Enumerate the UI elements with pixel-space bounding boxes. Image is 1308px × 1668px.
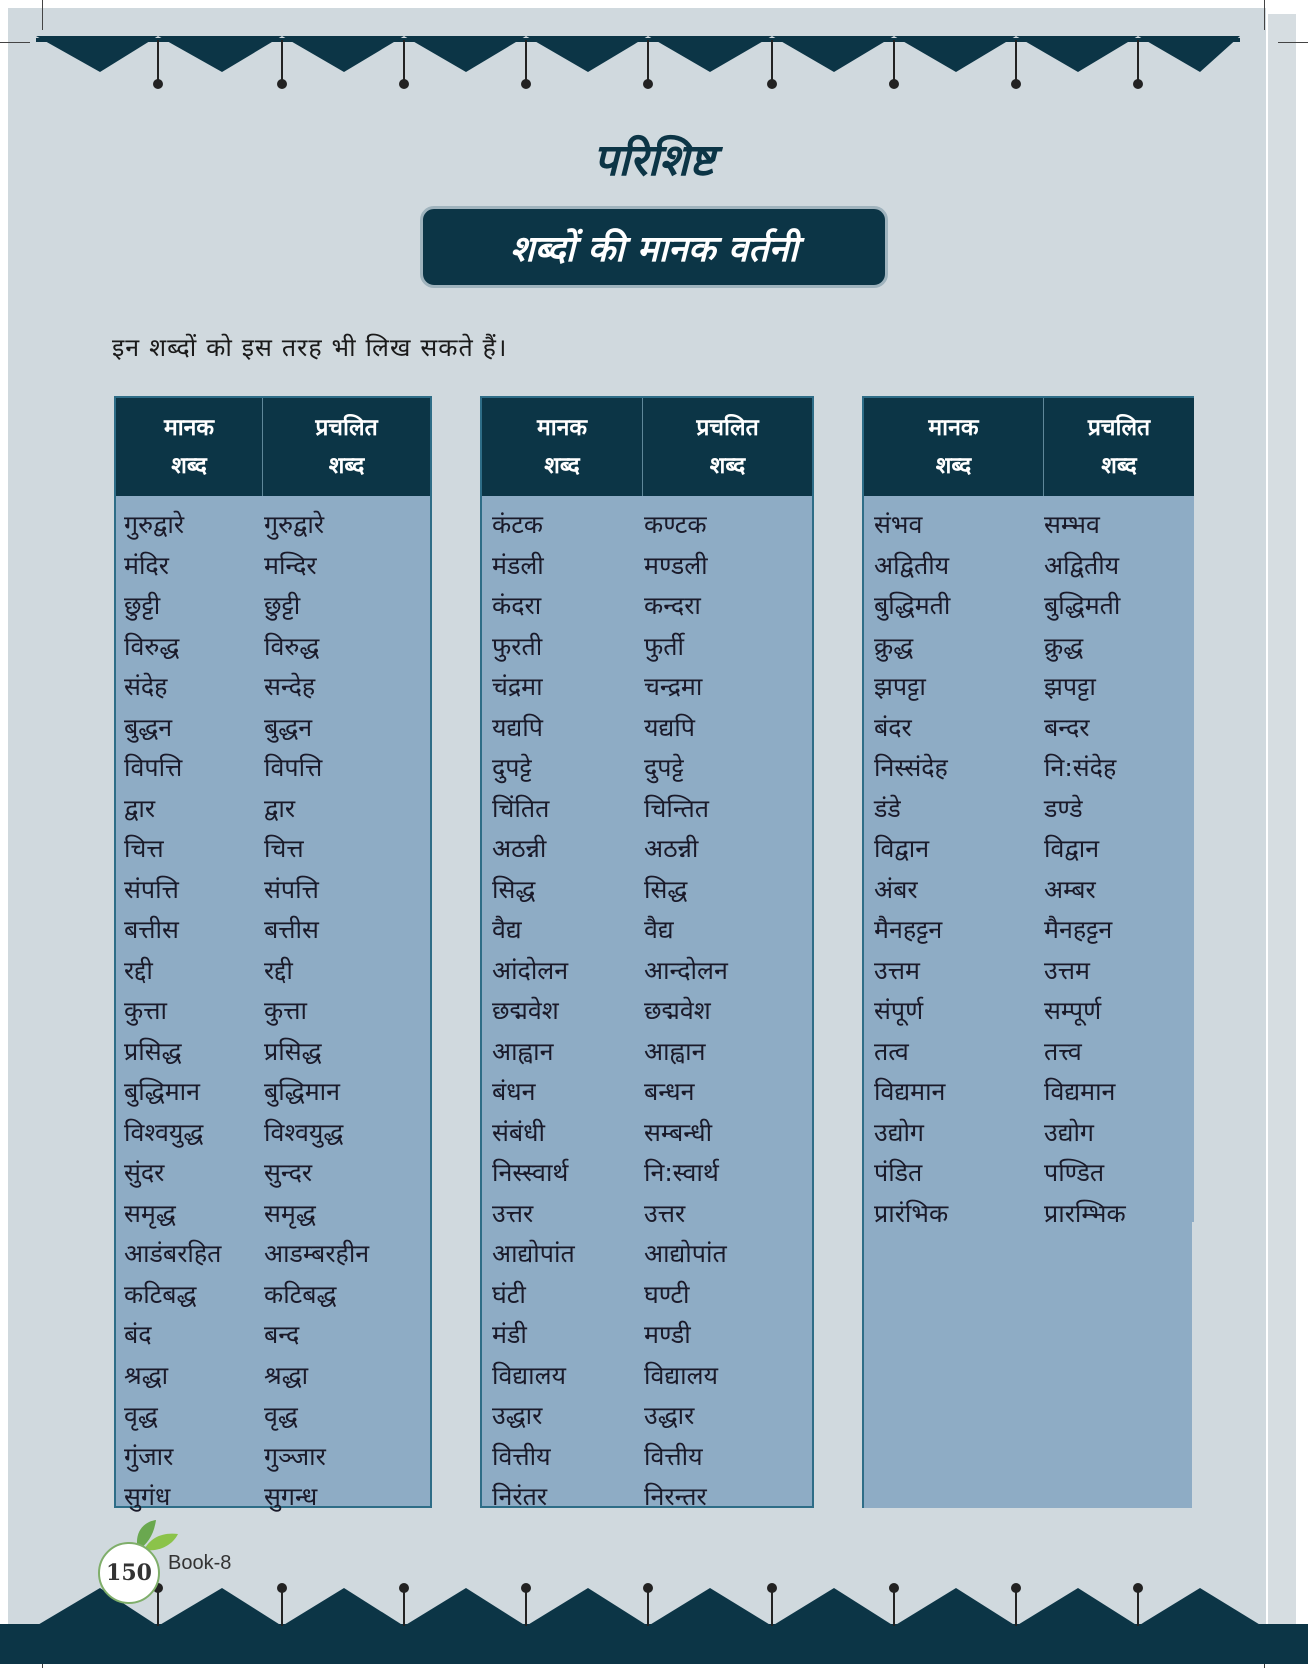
common-word-cell: कटिबद्ध — [264, 1279, 337, 1309]
common-word-cell: चित्त — [264, 834, 304, 864]
header-standard-word — [116, 398, 263, 496]
common-word-cell: सुन्दर — [264, 1158, 313, 1188]
table-row — [864, 585, 1194, 626]
standard-word-cell: वृद्ध — [124, 1401, 158, 1431]
common-word-cell: उद्धार — [644, 1401, 695, 1431]
standard-word-cell: कुत्ता — [124, 996, 167, 1026]
common-word-cell: आडम्बरहीन — [264, 1239, 370, 1269]
common-word-cell: झपट्टा — [1044, 672, 1096, 702]
standard-word-cell: निरंतर — [492, 1482, 548, 1512]
standard-word-cell: द्वार — [124, 793, 156, 823]
common-word-cell: विरुद्ध — [264, 631, 320, 661]
standard-word-cell: कंटक — [492, 510, 544, 540]
table-row — [482, 707, 812, 748]
header-line: मानक — [928, 415, 979, 441]
header-standard-word — [482, 398, 643, 496]
table-row — [482, 1152, 812, 1193]
standard-word-cell: तत्व — [874, 1036, 909, 1066]
common-word-cell: उद्योग — [1044, 1117, 1095, 1147]
common-word-cell: बुद्धन — [264, 712, 313, 742]
standard-word-cell: चित्त — [124, 834, 164, 864]
table-rows — [864, 496, 1194, 1233]
common-word-cell: सम्भव — [1044, 510, 1100, 540]
table-header — [864, 398, 1194, 496]
common-word-cell: चिन्तित — [644, 793, 710, 823]
common-word-cell: मण्डी — [644, 1320, 691, 1350]
table-row — [482, 666, 812, 707]
header-line: प्रचलित — [696, 415, 759, 441]
standard-word-cell: श्रद्धा — [124, 1360, 169, 1390]
subtitle-banner — [420, 206, 888, 288]
table-row — [864, 626, 1194, 667]
table-row — [482, 1274, 812, 1315]
word-table-1 — [114, 396, 432, 1512]
common-word-cell: बत्तीस — [264, 915, 319, 945]
table-row — [482, 1355, 812, 1396]
standard-word-cell: विश्वयुद्ध — [124, 1117, 204, 1147]
common-word-cell: गुञ्जार — [264, 1441, 326, 1471]
table-row — [864, 828, 1194, 869]
common-word-cell: आन्दोलन — [644, 955, 728, 985]
header-line: मानक — [536, 415, 588, 441]
standard-word-cell: घंटी — [492, 1279, 526, 1309]
table-row — [482, 1112, 812, 1153]
table-row — [482, 1071, 812, 1112]
standard-word-cell: छुट्टी — [124, 591, 161, 621]
common-word-cell: तत्त्व — [1044, 1036, 1082, 1066]
table-row — [482, 869, 812, 910]
common-word-cell: मण्डली — [644, 550, 708, 580]
standard-word-cell: बंदर — [874, 712, 912, 742]
table-row — [864, 666, 1194, 707]
table-row — [482, 545, 812, 586]
page-title: परिशिष्ट — [593, 135, 715, 186]
standard-word-cell: सुंदर — [124, 1158, 165, 1188]
table-row — [482, 1031, 812, 1072]
standard-word-cell: संबंधी — [492, 1117, 546, 1147]
common-word-cell: आह्वान — [644, 1036, 706, 1066]
standard-word-cell: विद्यालय — [492, 1360, 567, 1390]
standard-word-cell: सुगंध — [124, 1482, 171, 1512]
common-word-cell: सम्बन्धी — [644, 1117, 713, 1147]
standard-word-cell: सिद्ध — [492, 874, 536, 904]
table-row — [116, 504, 430, 545]
table-header — [482, 398, 812, 496]
table-row — [482, 909, 812, 950]
common-word-cell: निरन्तर — [644, 1482, 707, 1512]
book-label: Book-8 — [168, 1552, 232, 1574]
word-table-3 — [862, 396, 1194, 1508]
common-word-cell: छुट्टी — [264, 591, 301, 621]
table-row — [864, 950, 1194, 991]
table-row — [116, 1112, 430, 1153]
common-word-cell: चन्द्रमा — [644, 672, 703, 702]
common-word-cell: सुगन्ध — [264, 1482, 318, 1512]
table-row — [864, 990, 1194, 1031]
common-word-cell: कन्दरा — [644, 591, 701, 621]
table-row — [482, 950, 812, 991]
common-word-cell: सन्देह — [264, 672, 316, 702]
table-row — [116, 909, 430, 950]
standard-word-cell: निस्स्वार्थ — [492, 1158, 569, 1188]
common-word-cell: क्रुद्ध — [1044, 631, 1084, 661]
header-common-word — [643, 398, 812, 496]
common-word-cell: रद्दी — [264, 955, 293, 985]
table-row — [116, 707, 430, 748]
common-word-cell: फुर्ती — [644, 631, 685, 661]
common-word-cell: नि:संदेह — [1044, 753, 1117, 783]
table-rows — [116, 496, 430, 1517]
table-row — [116, 747, 430, 788]
standard-word-cell: वित्तीय — [492, 1441, 551, 1471]
standard-word-cell: प्रारंभिक — [874, 1198, 949, 1228]
header-line: शब्द — [328, 453, 365, 479]
table-row — [482, 828, 812, 869]
standard-word-cell: संपत्ति — [124, 874, 179, 904]
table-row — [116, 1395, 430, 1436]
common-word-cell: पण्डित — [1044, 1158, 1105, 1188]
table-row — [864, 707, 1194, 748]
table-row — [116, 585, 430, 626]
standard-word-cell: रद्दी — [124, 955, 153, 985]
table-row — [116, 828, 430, 869]
common-word-cell: सिद्ध — [644, 874, 688, 904]
standard-word-cell: विद्यमान — [874, 1077, 946, 1107]
standard-word-cell: छद्मवेश — [492, 996, 559, 1026]
common-word-cell: उत्तम — [1044, 955, 1090, 985]
standard-word-cell: विद्वान — [874, 834, 930, 864]
standard-word-cell: संपूर्ण — [874, 996, 924, 1026]
common-word-cell: विद्यमान — [1044, 1077, 1116, 1107]
common-word-cell: मैनहट्टन — [1044, 915, 1113, 945]
table-row — [116, 950, 430, 991]
standard-word-cell: गुंजार — [124, 1441, 174, 1471]
table-row — [482, 747, 812, 788]
standard-word-cell: गुरुद्वारे — [124, 510, 185, 540]
common-word-cell: बन्द — [264, 1320, 300, 1350]
header-common-word — [1044, 398, 1194, 496]
common-word-cell: विपत्ति — [264, 753, 323, 783]
header-common-word — [263, 398, 430, 496]
intro-text: इन शब्दों को इस तरह भी लिख सकते हैं। — [112, 333, 508, 362]
standard-word-cell: बंधन — [492, 1077, 536, 1107]
common-word-cell: घण्टी — [644, 1279, 690, 1309]
standard-word-cell: विरुद्ध — [124, 631, 180, 661]
standard-word-cell: बुद्धिमान — [124, 1077, 201, 1107]
table-row — [864, 869, 1194, 910]
table-row — [116, 1476, 430, 1517]
common-word-cell: समृद्ध — [264, 1198, 316, 1228]
common-word-cell: प्रसिद्ध — [264, 1036, 322, 1066]
standard-word-cell: बत्तीस — [124, 915, 179, 945]
table-row — [116, 545, 430, 586]
standard-word-cell: संदेह — [124, 672, 168, 702]
word-table-2 — [480, 396, 814, 1512]
standard-word-cell: उद्योग — [874, 1117, 925, 1147]
table-row — [116, 1031, 430, 1072]
table-row — [864, 1071, 1194, 1112]
table-row — [864, 747, 1194, 788]
table-row — [864, 1152, 1194, 1193]
standard-word-cell: कंदरा — [492, 591, 542, 621]
table-row — [482, 504, 812, 545]
standard-word-cell: बुद्धिमती — [874, 591, 951, 621]
common-word-cell: विद्वान — [1044, 834, 1100, 864]
standard-word-cell: अद्वितीय — [874, 550, 950, 580]
table-row — [864, 545, 1194, 586]
standard-word-cell: वैद्य — [492, 915, 522, 945]
common-word-cell: विद्यालय — [644, 1360, 719, 1390]
table-row — [482, 1395, 812, 1436]
table-row — [116, 1152, 430, 1193]
table-row — [116, 1314, 430, 1355]
table-row — [864, 1193, 1194, 1234]
table-3-edge — [1192, 1222, 1212, 1512]
common-word-cell: कुत्ता — [264, 996, 307, 1026]
standard-word-cell: मंडी — [492, 1320, 527, 1350]
table-row — [116, 990, 430, 1031]
standard-word-cell: फुरती — [492, 631, 543, 661]
table-header — [116, 398, 430, 496]
table-row — [116, 869, 430, 910]
table-row — [864, 504, 1194, 545]
table-row — [482, 1314, 812, 1355]
table-row — [864, 1112, 1194, 1153]
standard-word-cell: संभव — [874, 510, 923, 540]
table-row — [116, 788, 430, 829]
common-word-cell: सम्पूर्ण — [1044, 996, 1102, 1026]
table-row — [116, 1355, 430, 1396]
common-word-cell: वैद्य — [644, 915, 674, 945]
standard-word-cell: क्रुद्ध — [874, 631, 914, 661]
standard-word-cell: झपट्टा — [874, 672, 926, 702]
common-word-cell: गुरुद्वारे — [264, 510, 325, 540]
header-standard-word — [864, 398, 1044, 496]
header-line: शब्द — [709, 453, 746, 479]
header-line: शब्द — [171, 453, 207, 479]
common-word-cell: विश्वयुद्ध — [264, 1117, 344, 1147]
common-word-cell: कण्टक — [644, 510, 707, 540]
common-word-cell: छद्मवेश — [644, 996, 711, 1026]
standard-word-cell: प्रसिद्ध — [124, 1036, 182, 1066]
common-word-cell: बन्दर — [1044, 712, 1090, 742]
common-word-cell: दुपट्टे — [644, 753, 684, 783]
table-row — [116, 1274, 430, 1315]
standard-word-cell: चिंतित — [492, 793, 550, 823]
common-word-cell: अम्बर — [1044, 874, 1096, 904]
standard-word-cell: अंबर — [874, 874, 918, 904]
standard-word-cell: कटिबद्ध — [124, 1279, 197, 1309]
standard-word-cell: यद्यपि — [492, 712, 543, 742]
standard-word-cell: पंडित — [874, 1158, 923, 1188]
table-row — [482, 626, 812, 667]
common-word-cell: उत्तर — [644, 1198, 686, 1228]
standard-word-cell: डंडे — [874, 793, 901, 823]
common-word-cell: यद्यपि — [644, 712, 695, 742]
common-word-cell: संपत्ति — [264, 874, 319, 904]
standard-word-cell: निस्संदेह — [874, 753, 948, 783]
header-line: शब्द — [544, 453, 580, 479]
standard-word-cell: मंदिर — [124, 550, 169, 580]
standard-word-cell: अठन्नी — [492, 834, 547, 864]
table-row — [116, 1071, 430, 1112]
table-row — [116, 1233, 430, 1274]
table-row — [864, 909, 1194, 950]
common-word-cell: डण्डे — [1044, 793, 1083, 823]
table-rows — [482, 496, 812, 1517]
standard-word-cell: आह्वान — [492, 1036, 554, 1066]
page-edge-strip — [1266, 14, 1296, 1664]
common-word-cell: नि:स्वार्थ — [644, 1158, 719, 1188]
page-number: 150 — [106, 1560, 152, 1586]
top-bunting-decoration — [0, 0, 1308, 100]
table-row — [116, 666, 430, 707]
table-row — [116, 1193, 430, 1234]
standard-word-cell: मंडली — [492, 550, 544, 580]
common-word-cell: वृद्ध — [264, 1401, 298, 1431]
header-line: मानक — [163, 415, 215, 441]
standard-word-cell: मैनहट्टन — [874, 915, 943, 945]
common-word-cell: बन्धन — [644, 1077, 695, 1107]
common-word-cell: बुद्धिमान — [264, 1077, 341, 1107]
common-word-cell: प्रारम्भिक — [1044, 1198, 1126, 1228]
common-word-cell: बुद्धिमती — [1044, 591, 1121, 621]
standard-word-cell: चंद्रमा — [492, 672, 543, 702]
header-line: शब्द — [935, 453, 972, 479]
page-number-badge — [98, 1542, 160, 1604]
common-word-cell: द्वार — [264, 793, 296, 823]
standard-word-cell: दुपट्टे — [492, 753, 532, 783]
common-word-cell: आद्योपांत — [644, 1239, 727, 1269]
header-line: प्रचलित — [1087, 415, 1151, 441]
table-row — [116, 1436, 430, 1477]
table-row — [864, 1031, 1194, 1072]
table-row — [482, 788, 812, 829]
standard-word-cell: उत्तम — [874, 955, 920, 985]
standard-word-cell: आडंबरहित — [124, 1239, 222, 1269]
standard-word-cell: उद्धार — [492, 1401, 543, 1431]
standard-word-cell: बंद — [124, 1320, 152, 1350]
table-row — [482, 585, 812, 626]
standard-word-cell: उत्तर — [492, 1198, 534, 1228]
table-row — [482, 1193, 812, 1234]
standard-word-cell: आंदोलन — [492, 955, 569, 985]
table-row — [482, 1233, 812, 1274]
common-word-cell: श्रद्धा — [264, 1360, 309, 1390]
common-word-cell: मन्दिर — [264, 550, 317, 580]
table-row — [482, 1436, 812, 1477]
table-row — [482, 990, 812, 1031]
table-row — [482, 1476, 812, 1517]
common-word-cell: अठन्नी — [644, 834, 699, 864]
common-word-cell: अद्वितीय — [1044, 550, 1120, 580]
header-line: शब्द — [1101, 453, 1137, 479]
standard-word-cell: विपत्ति — [124, 753, 183, 783]
table-row — [116, 626, 430, 667]
subtitle-text: शब्दों की मानक वर्तनी — [510, 228, 798, 270]
common-word-cell: वित्तीय — [644, 1441, 703, 1471]
standard-word-cell: बुद्धन — [124, 712, 173, 742]
table-row — [864, 788, 1194, 829]
standard-word-cell: आद्योपांत — [492, 1239, 575, 1269]
standard-word-cell: समृद्ध — [124, 1198, 176, 1228]
header-line: प्रचलित — [315, 415, 378, 441]
